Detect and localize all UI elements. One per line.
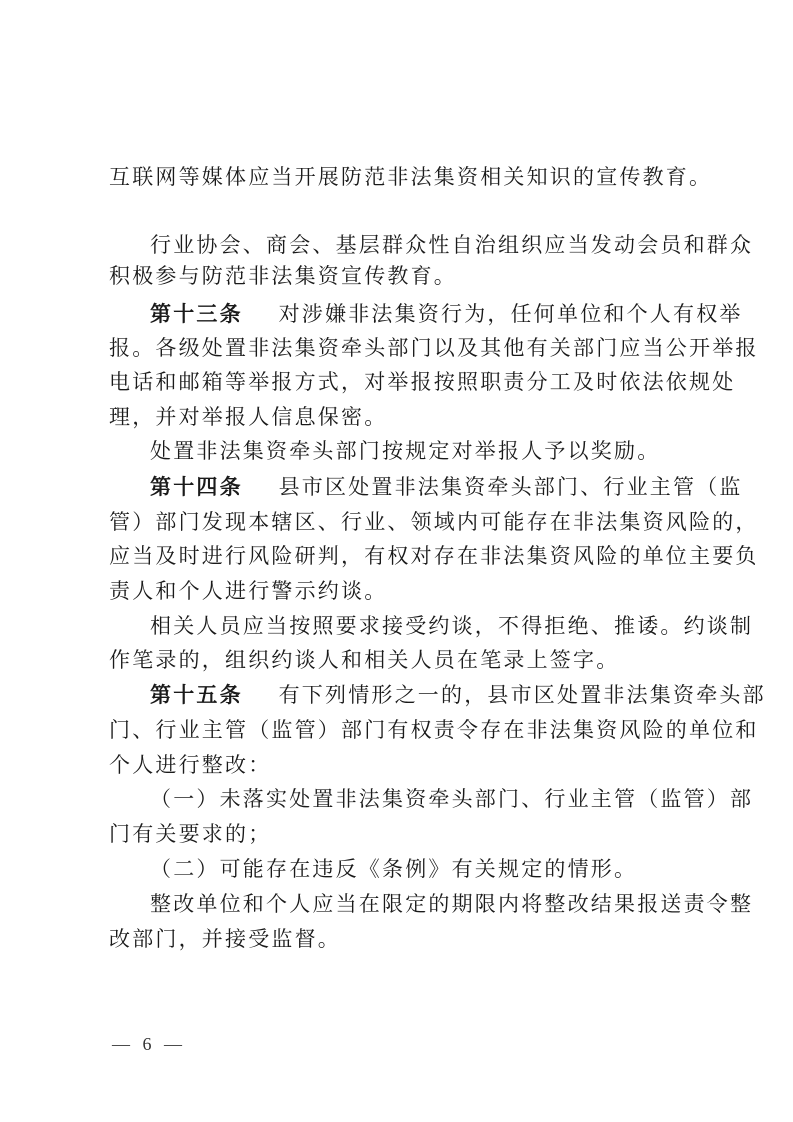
text-line [109, 577, 387, 605]
text-line [150, 785, 753, 813]
body-text: （一）未落实处置非法集资牵头部门、行业主管（监管）部 [150, 787, 754, 811]
text-line [150, 612, 753, 640]
body-text: 改部门，并接受监督。 [109, 927, 341, 951]
body-text: 管）部门发现本辖区、行业、领域内可能存在非法集资风险的， [109, 510, 759, 534]
text-line [150, 890, 753, 918]
text-line [109, 334, 759, 362]
body-text: 电话和邮箱等举报方式，对举报按照职责分工及时依法依规处 [109, 370, 736, 394]
body-text: 行业协会、商会、基层群众性自治组织应当发动会员和群众 [150, 233, 754, 257]
text-line [109, 163, 712, 191]
body-text: 门、行业主管（监管）部门有权责令存在非法集资风险的单位和 [109, 718, 759, 742]
text-line [109, 925, 341, 953]
body-text: 门有关要求的； [109, 822, 272, 846]
text-line [109, 368, 735, 396]
text-line [109, 820, 271, 848]
text-line [109, 716, 759, 744]
body-text: 个人进行整改： [109, 753, 272, 777]
article-heading: 第十三条 [150, 302, 243, 326]
body-text: 整改单位和个人应当在限定的期限内将整改结果报送责令整 [150, 892, 754, 916]
text-line [109, 262, 457, 290]
body-text: 责人和个人进行警示约谈。 [109, 579, 388, 603]
body-text: 互联网等媒体应当开展防范非法集资相关知识的宣传教育。 [109, 165, 713, 189]
text-line [150, 231, 753, 259]
body-text: 对涉嫌非法集资行为，任何单位和个人有权举 [278, 302, 743, 326]
text-line [150, 473, 743, 501]
page-number: — 6 — [112, 1034, 186, 1054]
text-line [150, 437, 660, 465]
text-line [109, 751, 271, 779]
body-text: 相关人员应当按照要求接受约谈，不得拒绝、推诿。约谈制 [150, 614, 754, 638]
body-text: 报。各级处置非法集资牵头部门以及其他有关部门应当公开举报 [109, 336, 759, 360]
text-line [150, 300, 743, 328]
body-text: 县市区处置非法集资牵头部门、行业主管（监 [278, 475, 743, 499]
text-line [150, 681, 766, 709]
body-text: 有下列情形之一的，县市区处置非法集资牵头部 [278, 683, 766, 707]
body-text: 作笔录的，组织约谈人和相关人员在笔录上签字。 [109, 648, 620, 672]
text-line [109, 403, 387, 431]
body-text: 积极参与防范非法集资宣传教育。 [109, 264, 457, 288]
text-line [109, 646, 619, 674]
text-line [150, 855, 637, 883]
body-text: 处置非法集资牵头部门按规定对举报人予以奖励。 [150, 439, 661, 463]
article-heading: 第十五条 [150, 683, 243, 707]
body-text: （二）可能存在违反《条例》有关规定的情形。 [150, 857, 638, 881]
body-text: 理，并对举报人信息保密。 [109, 405, 388, 429]
body-text: 应当及时进行风险研判，有权对存在非法集资风险的单位主要负 [109, 544, 759, 568]
text-line [109, 542, 759, 570]
article-heading: 第十四条 [150, 475, 243, 499]
text-line [109, 508, 759, 536]
